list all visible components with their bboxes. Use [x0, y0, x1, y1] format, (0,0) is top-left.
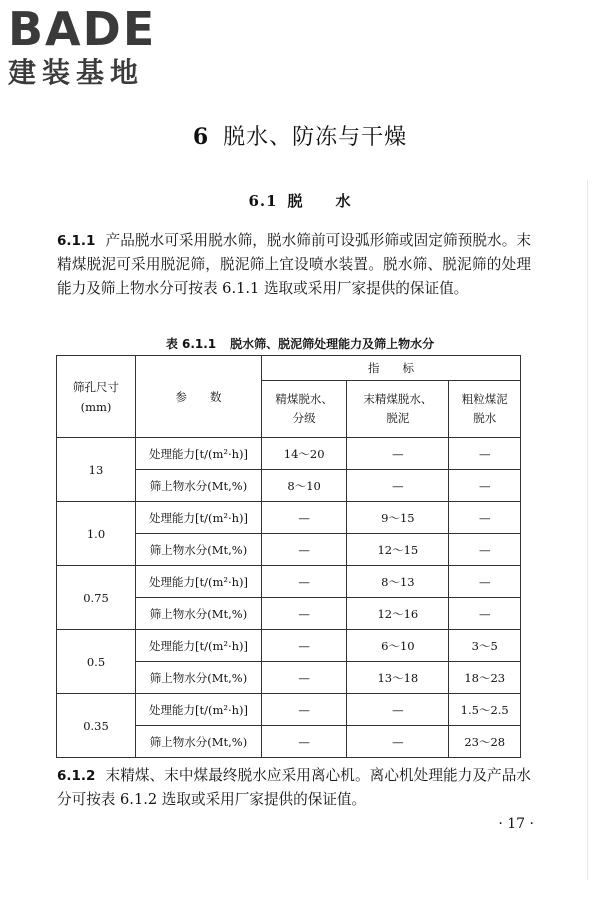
header-col2-line2: 脱泥: [386, 411, 410, 425]
dewatering-table: [56, 355, 521, 758]
value-cell: 8～13: [347, 566, 449, 598]
size-cell: 0.5: [57, 630, 136, 694]
table-caption: [0, 335, 600, 352]
section-number: 6.1: [248, 192, 278, 210]
table-row: [57, 630, 521, 662]
header-parameter: 参 数: [136, 356, 262, 438]
header-col1-line2: 分级: [292, 411, 316, 425]
value-cell: —: [347, 694, 449, 726]
param-cell: 筛上物水分(Mt,%): [136, 598, 262, 630]
value-cell: —: [347, 470, 449, 502]
header-col-slack-coal: [347, 381, 449, 438]
param-cell: 处理能力[t/(m²·h)]: [136, 694, 262, 726]
param-cell: 筛上物水分(Mt,%): [136, 726, 262, 758]
chapter-number: 6: [192, 124, 210, 150]
param-cell: 筛上物水分(Mt,%): [136, 470, 262, 502]
header-col3-line1: 粗粒煤泥: [461, 392, 508, 406]
param-cell: 筛上物水分(Mt,%): [136, 534, 262, 566]
table-row: [57, 694, 521, 726]
table-number: 表 6.1.1: [165, 337, 217, 351]
logo-subtitle: 建装基地: [8, 56, 145, 89]
param-cell: 处理能力[t/(m²·h)]: [136, 566, 262, 598]
value-cell: —: [347, 726, 449, 758]
header-screen-size: [57, 356, 136, 438]
value-cell: —: [262, 694, 347, 726]
value-cell: —: [262, 726, 347, 758]
clause-number: 6.1.1: [57, 233, 96, 249]
value-cell: —: [449, 438, 521, 470]
value-cell: —: [449, 502, 521, 534]
header-size-label: 筛孔尺寸: [73, 379, 119, 394]
section-title: [0, 190, 600, 211]
value-cell: 12～16: [347, 598, 449, 630]
header-indicator: 指 标: [262, 356, 521, 381]
header-size-unit: (mm): [80, 399, 112, 414]
value-cell: —: [262, 502, 347, 534]
paragraph-6-1-1: [57, 229, 531, 301]
size-cell: 0.75: [57, 566, 136, 630]
size-cell: 0.35: [57, 694, 136, 758]
page-number: · 17 ·: [498, 816, 534, 832]
value-cell: 3～5: [449, 630, 521, 662]
value-cell: 23～28: [449, 726, 521, 758]
value-cell: 1.5～2.5: [449, 694, 521, 726]
value-cell: 13～18: [347, 662, 449, 694]
header-col3-line2: 脱水: [473, 411, 497, 425]
size-cell: 1.0: [57, 502, 136, 566]
value-cell: —: [449, 566, 521, 598]
header-col-fine-coal: [262, 381, 347, 438]
value-cell: 6～10: [347, 630, 449, 662]
paragraph-6-1-2: [57, 764, 531, 812]
value-cell: 14～20: [262, 438, 347, 470]
value-cell: —: [262, 534, 347, 566]
table-row: [57, 502, 521, 534]
logo-brand: BADE: [8, 2, 157, 56]
value-cell: 18～23: [449, 662, 521, 694]
value-cell: 9～15: [347, 502, 449, 534]
value-cell: —: [449, 598, 521, 630]
paragraph-text: 末精煤、末中煤最终脱水应采用离心机。离心机处理能力及产品水分可按表 6.1.2 选取或采用厂家提供的保证值。: [57, 767, 531, 808]
value-cell: —: [262, 598, 347, 630]
value-cell: —: [262, 662, 347, 694]
param-cell: 筛上物水分(Mt,%): [136, 662, 262, 694]
section-title-text: 脱 水: [287, 192, 352, 210]
clause-number: 6.1.2: [57, 768, 96, 784]
header-col-coarse-slime: [449, 381, 521, 438]
value-cell: —: [449, 534, 521, 566]
param-cell: 处理能力[t/(m²·h)]: [136, 630, 262, 662]
table-row: [57, 566, 521, 598]
param-cell: 处理能力[t/(m²·h)]: [136, 438, 262, 470]
header-col1-line1: 精煤脱水、: [275, 392, 333, 406]
value-cell: —: [347, 438, 449, 470]
logo: [8, 4, 188, 90]
chapter-title-text: 脱水、防冻与干燥: [223, 125, 408, 150]
page-edge-divider: [587, 180, 588, 880]
header-col2-line1: 末精煤脱水、: [363, 392, 433, 406]
value-cell: —: [449, 470, 521, 502]
table-row: [57, 438, 521, 470]
table-title: 脱水筛、脱泥筛处理能力及筛上物水分: [230, 337, 435, 351]
value-cell: 8～10: [262, 470, 347, 502]
paragraph-text: 产品脱水可采用脱水筛，脱水筛前可设弧形筛或固定筛预脱水。末精煤脱泥可采用脱泥筛，脱泥筛上宜设喷水装置。脱水筛、脱泥筛的处理能力及筛上物水分可按表 6.1.1 选取或采用厂家提供的保证值。: [57, 232, 531, 297]
chapter-title: [0, 120, 600, 151]
value-cell: —: [262, 566, 347, 598]
value-cell: 12～15: [347, 534, 449, 566]
size-cell: 13: [57, 438, 136, 502]
param-cell: 处理能力[t/(m²·h)]: [136, 502, 262, 534]
value-cell: —: [262, 630, 347, 662]
